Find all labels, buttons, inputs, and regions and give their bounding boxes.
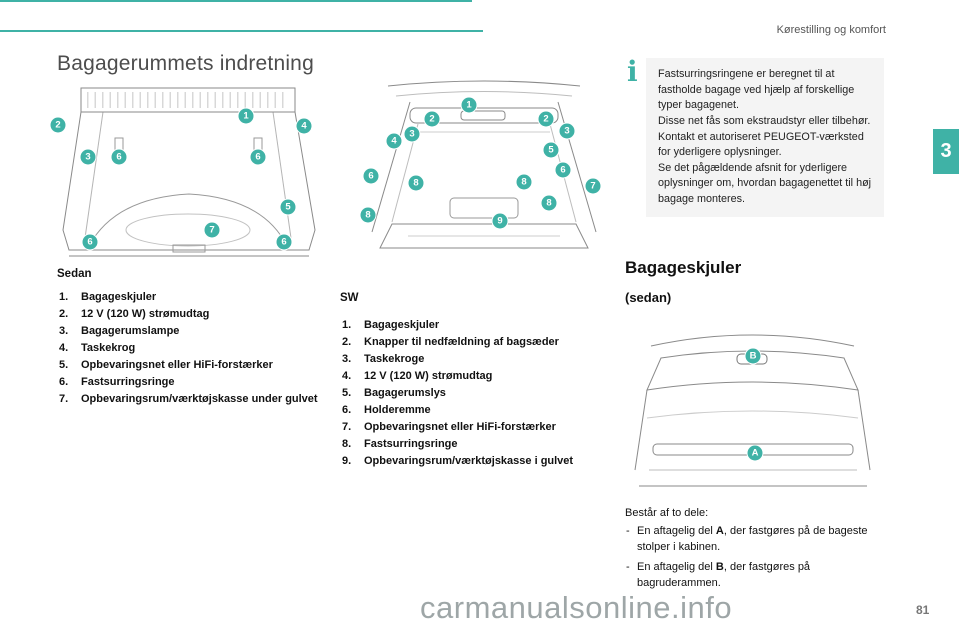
- sw-list: [340, 318, 612, 470]
- callout-8: 8: [517, 175, 532, 190]
- callout-6: 6: [251, 150, 266, 165]
- list-item: Bagageskjuler: [81, 291, 157, 303]
- callout-8: 8: [542, 196, 557, 211]
- callout-5: 5: [544, 143, 559, 158]
- callout-1: 1: [462, 98, 477, 113]
- list-item: Bagagerumslys: [364, 386, 446, 399]
- callout-4: 4: [387, 134, 402, 149]
- callout-6: 6: [277, 235, 292, 250]
- sedan-trunk-illustration: [55, 80, 323, 268]
- watermark: carmanualsonline.info: [420, 590, 733, 625]
- sw-trunk-illustration: [358, 72, 610, 268]
- section-title: Bagageskjuler: [625, 258, 742, 277]
- part-letter: A: [715, 525, 724, 537]
- list-item: Opbevaringsnet eller HiFi-forstærker: [81, 358, 273, 371]
- callout-6: 6: [112, 150, 127, 165]
- list-item: 12 V (120 W) strømudtag: [81, 307, 210, 320]
- callout-7: 7: [586, 179, 601, 194]
- bullet-text: , der fastgøres på bagruderammen.: [637, 560, 811, 589]
- callout-8: 8: [361, 208, 376, 223]
- callout-4: 4: [297, 119, 312, 134]
- callout-A: A: [748, 446, 763, 461]
- info-box: [646, 58, 884, 217]
- callout-2: 2: [51, 118, 66, 133]
- top-accent-line-2: [0, 30, 483, 32]
- callout-6: 6: [556, 163, 571, 178]
- bagageskjuler-drawing: [625, 318, 880, 493]
- list-item: Taskekrog: [81, 341, 136, 354]
- section-subtitle: (sedan): [625, 290, 672, 305]
- sedan-label: Sedan: [57, 268, 92, 280]
- callout-5: 5: [281, 200, 296, 215]
- chapter-tab: 3: [933, 129, 959, 174]
- list-item: 12 V (120 W) strømudtag: [364, 369, 493, 382]
- info-paragraph: Kontakt et autoriseret PEUGEOT-værksted for yderligere oplysninger.: [658, 130, 864, 159]
- list-item: Bagageskjuler: [364, 319, 440, 331]
- callout-9: 9: [493, 214, 508, 229]
- callout-3: 3: [81, 150, 96, 165]
- list-item: Fastsurringsringe: [364, 437, 458, 450]
- section-bullets: [625, 524, 887, 596]
- callout-6: 6: [364, 169, 379, 184]
- bullet-text: , der fastgøres på de bageste stolper i kabinen.: [637, 525, 868, 553]
- page-number: 81: [916, 603, 930, 617]
- bullet-text: En aftagelig del: [637, 525, 716, 537]
- callout-2: 2: [539, 112, 554, 127]
- callout-1: 1: [239, 109, 254, 124]
- callout-7: 7: [205, 223, 220, 238]
- sw-trunk-drawing: [358, 72, 610, 268]
- callout-3: 3: [405, 127, 420, 142]
- sedan-list: [57, 290, 333, 409]
- list-item: Opbevaringsrum/værktøjskasse under gulvet: [81, 392, 318, 405]
- list-item: Knapper til nedfældning af bagsæder: [364, 335, 559, 348]
- callout-3: 3: [560, 124, 575, 139]
- sw-label: SW: [340, 292, 359, 304]
- info-paragraph: Disse net fås som ekstraudstyr eller tilbehør.: [658, 114, 871, 127]
- section-intro: Består af to dele:: [625, 507, 709, 519]
- list-item: Opbevaringsnet eller HiFi-forstærker: [364, 420, 556, 433]
- info-paragraph: Fastsurringsringene er beregnet til at fastholde bagage ved hjælp af forskellige typer bagagenet.: [658, 68, 855, 112]
- list-item: Fastsurringsringe: [81, 375, 175, 388]
- top-accent-line-1: [0, 0, 472, 2]
- callout-8: 8: [409, 176, 424, 191]
- info-icon: i: [627, 55, 638, 88]
- list-item: Opbevaringsrum/værktøjskasse i gulvet: [364, 454, 574, 467]
- callout-6: 6: [83, 235, 98, 250]
- running-header: Kørestilling og komfort: [776, 24, 886, 36]
- list-item: Taskekroge: [364, 352, 425, 365]
- info-paragraph: Se det pågældende afsnit for yderligere oplysninger om, hvordan bagagenettet til høj bagage monteres.: [658, 161, 872, 206]
- callout-B: B: [746, 349, 761, 364]
- list-item: Holderemme: [364, 403, 431, 416]
- callout-2: 2: [425, 112, 440, 127]
- part-letter: B: [715, 560, 724, 573]
- bullet-item: [625, 524, 887, 556]
- list-item: Bagagerumslampe: [81, 324, 180, 337]
- bullet-text: En aftagelig del: [637, 560, 716, 573]
- bagageskjuler-illustration: [625, 318, 880, 493]
- page-title: Bagagerummets indretning: [57, 52, 314, 75]
- bullet-item: [625, 560, 887, 592]
